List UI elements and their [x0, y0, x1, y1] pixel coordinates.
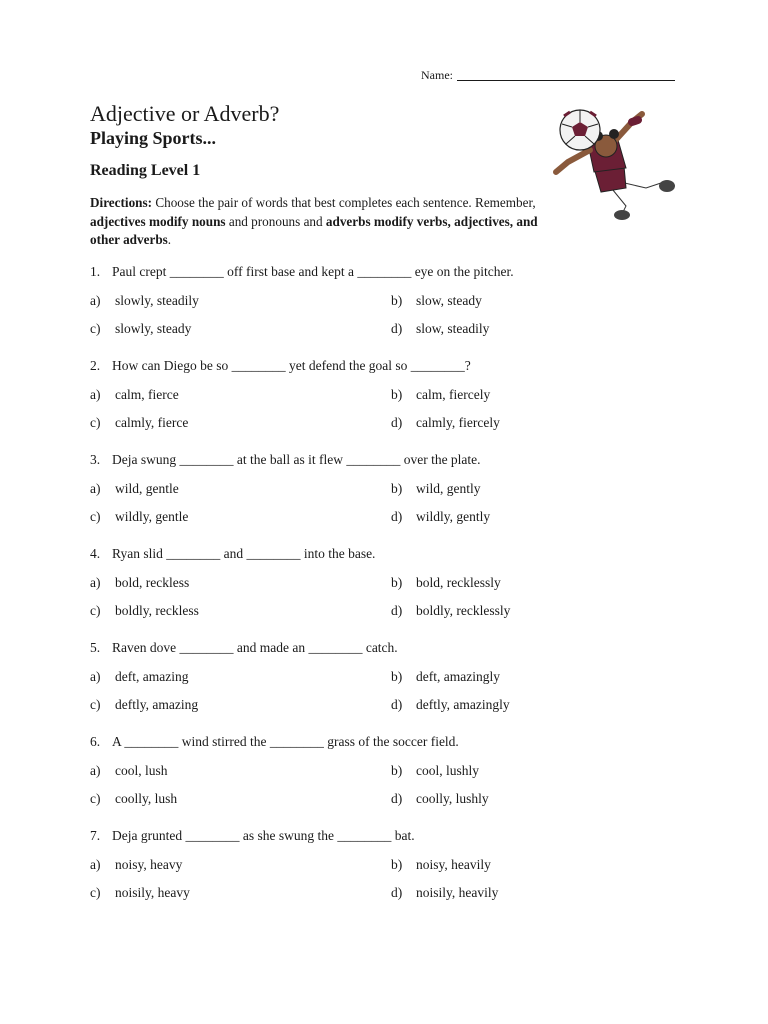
option-letter: b) — [391, 575, 403, 590]
question-2-text: How can Diego be so ________ yet defend the goal so ________? — [112, 358, 471, 373]
option-text: deftly, amazing — [115, 697, 199, 712]
directions-bold-2: adverbs modify verbs, adjectives, and other adverbs — [90, 213, 538, 247]
option-letter: a) — [90, 481, 101, 496]
question-6-option-a[interactable] — [90, 763, 168, 779]
name-field — [421, 68, 675, 83]
reading-level: Reading Level 1 — [90, 162, 201, 179]
option-text: slowly, steadily — [115, 293, 199, 308]
option-text: coolly, lushly — [416, 791, 489, 806]
option-letter: c) — [90, 791, 101, 806]
option-letter: c) — [90, 885, 101, 900]
directions-text-3: . — [167, 232, 172, 247]
directions-text-1: Choose the pair of words that best completes each sentence. Remember, — [152, 195, 536, 210]
question-4-option-d[interactable] — [391, 603, 510, 619]
question-5-option-b[interactable] — [391, 669, 500, 685]
option-text: deftly, amazingly — [416, 697, 510, 712]
option-text: noisily, heavily — [416, 885, 499, 900]
question-5-number: 5. — [90, 640, 101, 655]
question-1-option-d[interactable] — [391, 321, 489, 337]
option-text: cool, lush — [115, 763, 168, 778]
question-1 — [90, 264, 690, 358]
option-text: calm, fiercely — [416, 387, 491, 402]
question-1-option-a[interactable] — [90, 293, 199, 309]
option-text: wild, gently — [416, 481, 481, 496]
option-text: boldly, recklessly — [416, 603, 511, 618]
option-letter: d) — [391, 697, 403, 712]
worksheet-subtitle: Playing Sports... — [90, 128, 217, 148]
question-2-option-b[interactable] — [391, 387, 490, 403]
question-4-option-c[interactable] — [90, 603, 199, 619]
question-6 — [90, 734, 690, 828]
question-5-option-c[interactable] — [90, 697, 198, 713]
question-7-option-b[interactable] — [391, 857, 491, 873]
option-letter: a) — [90, 763, 101, 778]
question-6-text: A ________ wind stirred the ________ grass of the soccer field. — [112, 734, 459, 749]
question-6-stem — [90, 734, 459, 750]
option-text: boldly, reckless — [115, 603, 199, 618]
option-text: cool, lushly — [416, 763, 479, 778]
question-3-option-b[interactable] — [391, 481, 481, 497]
question-5 — [90, 640, 690, 734]
option-text: slow, steadily — [416, 321, 490, 336]
option-text: calmly, fiercely — [416, 415, 500, 430]
question-1-option-b[interactable] — [391, 293, 482, 309]
option-letter: b) — [391, 293, 403, 308]
question-1-number: 1. — [90, 264, 101, 279]
name-label: Name: — [421, 68, 453, 82]
question-3-option-c[interactable] — [90, 509, 188, 525]
option-text: slowly, steady — [115, 321, 192, 336]
question-2-option-a[interactable] — [90, 387, 179, 403]
question-7-text: Deja grunted ________ as she swung the ________ bat. — [112, 828, 415, 843]
option-letter: d) — [391, 415, 403, 430]
option-letter: b) — [391, 857, 403, 872]
option-text: calmly, fierce — [115, 415, 189, 430]
question-2-option-c[interactable] — [90, 415, 188, 431]
option-letter: c) — [90, 415, 101, 430]
option-text: wildly, gentle — [115, 509, 189, 524]
option-letter: a) — [90, 669, 101, 684]
question-7-number: 7. — [90, 828, 101, 843]
directions-text-2: and pronouns and — [225, 213, 326, 229]
option-letter: b) — [391, 387, 403, 402]
option-letter: c) — [90, 321, 101, 336]
question-4-option-b[interactable] — [391, 575, 501, 591]
question-4-text: Ryan slid ________ and ________ into the base. — [112, 546, 376, 561]
question-5-option-a[interactable] — [90, 669, 188, 685]
question-3-number: 3. — [90, 452, 101, 467]
question-7-stem — [90, 828, 415, 844]
option-letter: c) — [90, 697, 101, 712]
option-text: coolly, lush — [115, 791, 178, 806]
question-1-option-c[interactable] — [90, 321, 191, 337]
question-7-option-d[interactable] — [391, 885, 498, 901]
question-6-option-d[interactable] — [391, 791, 489, 807]
question-5-option-d[interactable] — [391, 697, 510, 713]
option-letter: b) — [391, 481, 403, 496]
option-text: deft, amazing — [115, 669, 189, 684]
question-6-option-c[interactable] — [90, 791, 177, 807]
option-letter: a) — [90, 293, 101, 308]
option-letter: c) — [90, 603, 101, 618]
directions — [90, 194, 540, 250]
question-3 — [90, 452, 690, 546]
name-blank-line[interactable] — [457, 68, 675, 81]
option-letter: d) — [391, 885, 403, 900]
directions-bold-1: adjectives modify nouns — [90, 213, 226, 229]
question-3-text: Deja swung ________ at the ball as it flew ________ over the plate. — [112, 452, 481, 467]
option-text: calm, fierce — [115, 387, 179, 402]
option-text: wildly, gently — [416, 509, 491, 524]
question-2-number: 2. — [90, 358, 101, 373]
question-7-option-a[interactable] — [90, 857, 182, 873]
option-letter: a) — [90, 387, 101, 402]
question-4 — [90, 546, 690, 640]
option-text: wild, gentle — [115, 481, 179, 496]
question-4-stem — [90, 546, 375, 562]
questions-list — [90, 264, 690, 922]
option-letter: d) — [391, 791, 403, 806]
option-letter: a) — [90, 857, 101, 872]
option-text: bold, reckless — [115, 575, 190, 590]
question-5-text: Raven dove ________ and made an ________ catch. — [112, 640, 398, 655]
question-2 — [90, 358, 690, 452]
question-3-option-a[interactable] — [90, 481, 179, 497]
soccer-player-illustration-icon — [546, 106, 676, 221]
option-text: noisily, heavy — [115, 885, 190, 900]
option-letter: a) — [90, 575, 101, 590]
question-6-number: 6. — [90, 734, 101, 749]
option-letter: d) — [391, 603, 403, 618]
option-text: noisy, heavily — [416, 857, 491, 872]
worksheet-title: Adjective or Adverb? — [90, 101, 280, 126]
option-text: noisy, heavy — [115, 857, 183, 872]
question-7 — [90, 828, 690, 922]
option-text: slow, steady — [416, 293, 482, 308]
question-6-option-b[interactable] — [391, 763, 479, 779]
option-letter: c) — [90, 509, 101, 524]
question-2-option-d[interactable] — [391, 415, 500, 431]
option-letter: d) — [391, 321, 403, 336]
question-2-stem — [90, 358, 471, 374]
directions-label: Directions: — [90, 195, 153, 210]
question-4-option-a[interactable] — [90, 575, 189, 591]
question-4-number: 4. — [90, 546, 101, 561]
question-1-stem — [90, 264, 514, 280]
question-1-text: Paul crept ________ off first base and kept a ________ eye on the pitcher. — [112, 264, 514, 279]
option-letter: b) — [391, 763, 403, 778]
question-5-stem — [90, 640, 398, 656]
question-3-option-d[interactable] — [391, 509, 490, 525]
option-text: bold, recklessly — [416, 575, 501, 590]
option-text: deft, amazingly — [416, 669, 500, 684]
question-3-stem — [90, 452, 481, 468]
option-letter: d) — [391, 509, 403, 524]
question-7-option-c[interactable] — [90, 885, 190, 901]
option-letter: b) — [391, 669, 403, 684]
